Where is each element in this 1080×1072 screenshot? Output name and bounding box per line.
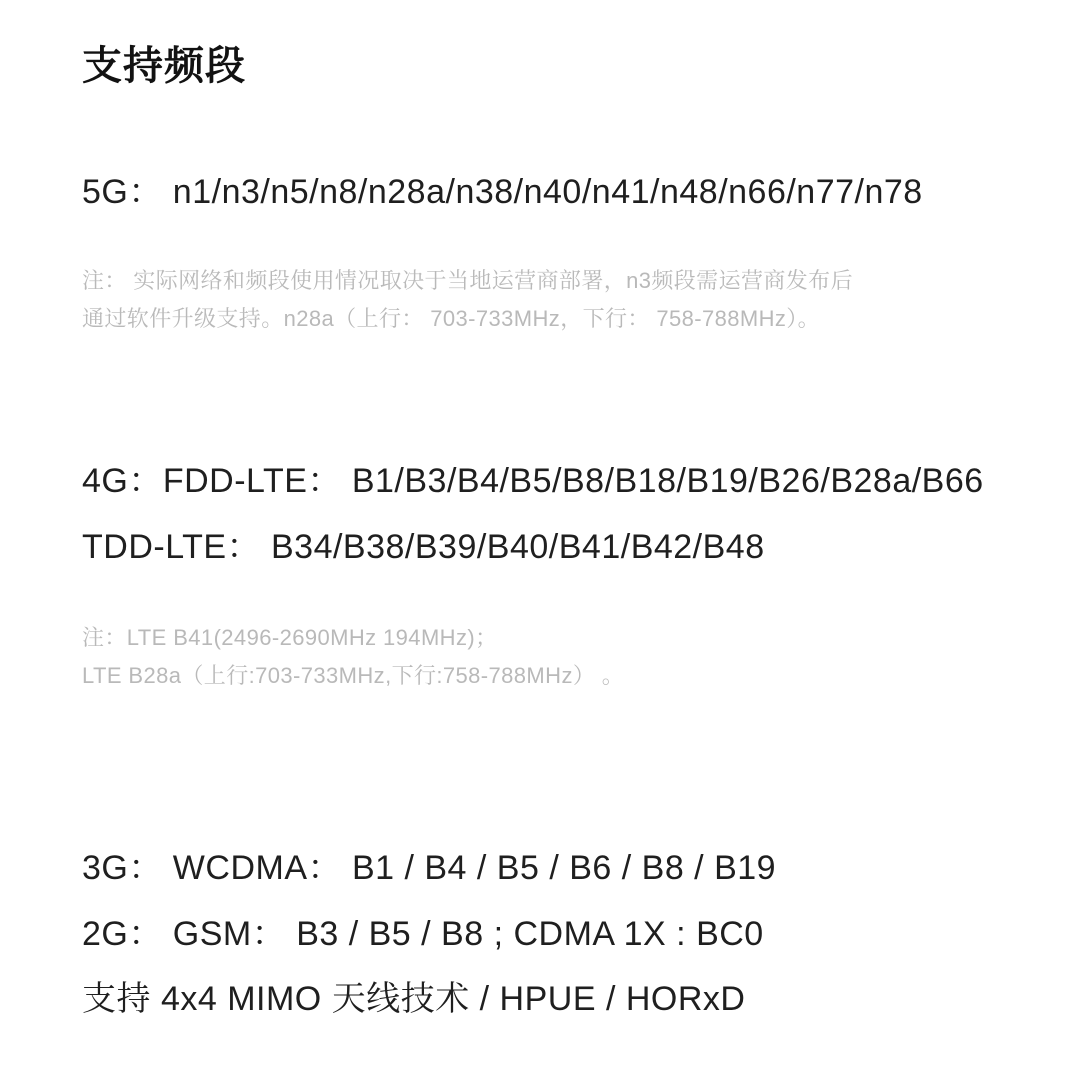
note-5g — [82, 262, 1020, 339]
note-4g-line-1: 注：LTE B41(2496-2690MHz 194MHz)； — [82, 624, 498, 650]
band-section-5g — [82, 170, 1020, 339]
spec-line-tdd-lte: TDD-LTE： B34/B38/B39/B40/B41/B42/B48 — [82, 527, 765, 566]
band-section-legacy — [82, 846, 1020, 1024]
note-4g-line-2: LTE B28a（上行:703-733MHz,下行:758-788MHz） 。 — [82, 663, 625, 689]
note-4g — [82, 619, 1020, 696]
spec-line-3g: 3G： WCDMA： B1 / B4 / B5 / B6 / B8 / B19 — [82, 848, 777, 887]
note-5g-line-2: 通过软件升级支持。n28a（上行： 703-733MHz，下行： 758-788MHz）。 — [82, 306, 821, 332]
page-title: 支持频段 — [82, 44, 246, 88]
spec-line-mimo: 支持 4x4 MIMO 天线技术 / HPUE / HORxD — [82, 980, 746, 1019]
note-5g-line-1: 注： 实际网络和频段使用情况取决于当地运营商部署，n3频段需运营商发布后 — [82, 267, 853, 293]
spec-line-2g: 2G： GSM： B3 / B5 / B8 ; CDMA 1X : BC0 — [82, 914, 764, 953]
band-section-4g — [82, 459, 1020, 696]
spec-line-fdd-lte: 4G：FDD-LTE： B1/B3/B4/B5/B8/B18/B19/B26/B28a/B66 — [82, 461, 984, 500]
spec-line-5g: 5G： n1/n3/n5/n8/n28a/n38/n40/n41/n48/n66/n77/n78 — [82, 173, 923, 211]
